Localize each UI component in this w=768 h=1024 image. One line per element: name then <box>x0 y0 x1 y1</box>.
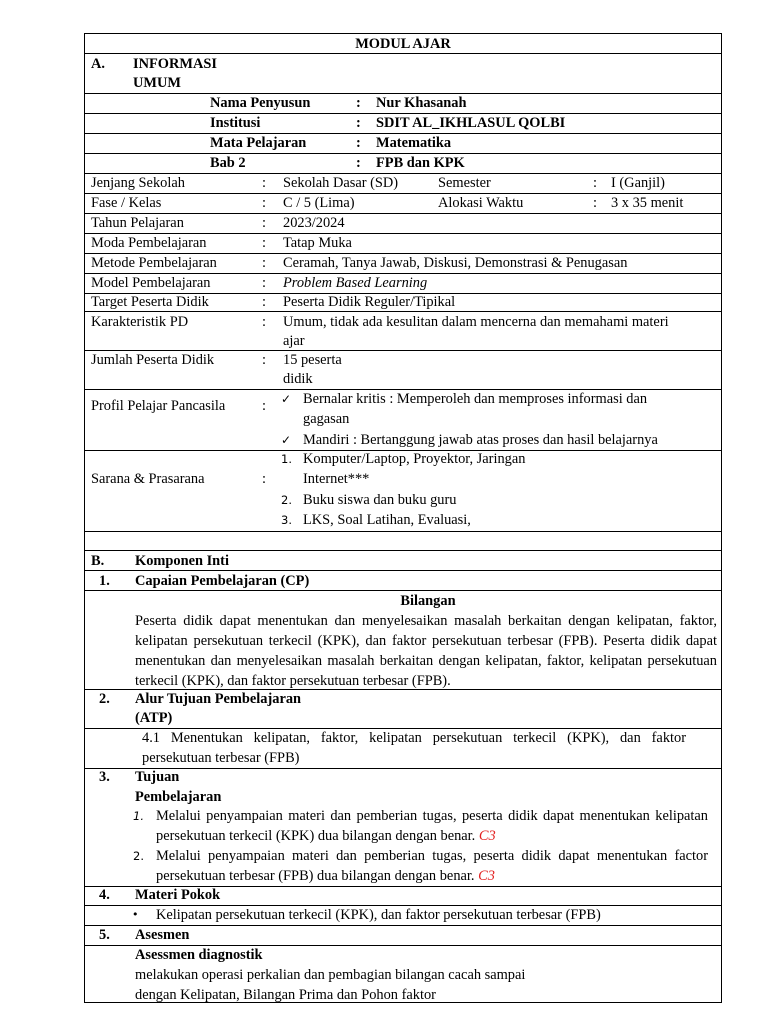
info-label-target: Target Peserta Didik <box>91 294 209 310</box>
info-label-fase: Fase / Kelas <box>91 195 162 211</box>
row-divider <box>85 531 721 532</box>
field-colon: : <box>262 215 266 231</box>
info-label-semester: Semester <box>438 175 491 191</box>
item-number: 1. <box>99 573 110 589</box>
field-colon: : <box>262 398 266 414</box>
info-value-semester: I (Ganjil) <box>611 175 665 191</box>
field-colon: : <box>262 235 266 251</box>
info-label-karakteristik: Karakteristik PD <box>91 314 189 330</box>
info-value-target: Peserta Didik Reguler/Tipikal <box>283 294 456 310</box>
field-colon: : <box>262 175 266 191</box>
field-colon: : <box>262 275 266 291</box>
atp-text: 4.1 Menentukan kelipatan, faktor, kelipatan persekutuan terkecil (KPK), dan faktor persekutuan terbesar (FPB) <box>142 730 686 766</box>
info-value-metode: Ceramah, Tanya Jawab, Diskusi, Demonstrasi & Penugasan <box>283 255 628 271</box>
list-number: 2. <box>133 849 144 863</box>
document-title: MODUL AJAR <box>355 36 451 52</box>
section-a-letter: A. <box>91 56 105 72</box>
row-divider <box>85 768 721 769</box>
info-label-jumlah: Jumlah Peserta Didik <box>91 352 215 368</box>
field-value-bab: FPB dan KPK <box>376 155 465 171</box>
field-colon: : <box>593 175 597 191</box>
tujuan-tag: C3 <box>478 828 496 844</box>
info-value-jumlah: 15 peserta <box>283 352 342 368</box>
list-number: 3. <box>281 513 292 527</box>
sarana-item: Internet*** <box>303 471 370 487</box>
info-value-karakteristik: ajar <box>283 333 305 349</box>
field-colon: : <box>356 115 361 131</box>
info-label-tahun: Tahun Pelajaran <box>91 215 184 231</box>
tujuan-item <box>156 846 708 886</box>
field-colon: : <box>356 155 361 171</box>
field-colon: : <box>262 352 266 368</box>
item-number: 5. <box>99 927 110 943</box>
info-label-moda: Moda Pembelajaran <box>91 235 207 251</box>
section-a-title: UMUM <box>133 75 181 91</box>
document-page <box>84 33 722 1003</box>
info-label-sarana: Sarana & Prasarana <box>91 471 205 487</box>
tujuan-title: Tujuan <box>135 769 180 785</box>
info-value-model: Problem Based Learning <box>283 275 428 291</box>
field-colon: : <box>593 195 597 211</box>
field-value-institusi: SDIT AL_IKHLASUL QOLBI <box>376 115 566 131</box>
list-number: 1. <box>133 809 144 823</box>
list-number: 2. <box>281 493 292 507</box>
info-label-jenjang: Jenjang Sekolah <box>91 175 185 191</box>
field-colon: : <box>262 195 266 211</box>
sarana-item: Buku siswa dan buku guru <box>303 492 457 508</box>
field-colon: : <box>262 255 266 271</box>
tujuan-tag: C3 <box>478 868 495 884</box>
atp-title: Alur Tujuan Pembelajaran <box>135 691 302 707</box>
tujuan-item-text: Melalui penyampaian materi dan pemberian tugas, peserta didik dapat menentukan factor persekutuan terbesar (FPB) dua bilangan dengan benar. <box>156 848 708 884</box>
info-value-jenjang: Sekolah Dasar (SD) <box>283 175 399 191</box>
section-b-title: Komponen Inti <box>135 553 229 569</box>
item-number: 3. <box>99 769 110 785</box>
info-value-jumlah: didik <box>283 371 313 387</box>
info-label-profil: Profil Pelajar Pancasila <box>91 398 226 414</box>
tujuan-item <box>156 806 708 846</box>
asesmen-subtitle: Asessmen diagnostik <box>135 947 263 963</box>
field-colon: : <box>356 95 361 111</box>
info-value-moda: Tatap Muka <box>283 235 352 251</box>
info-label-metode: Metode Pembelajaran <box>91 255 217 271</box>
materi-title: Materi Pokok <box>135 887 221 903</box>
list-number: 1. <box>281 452 292 466</box>
tujuan-item-text: Melalui penyampaian materi dan pemberian tugas, peserta didik dapat menentukan kelipatan persekutuan terkecil (KPK) dua bilangan dengan benar. <box>156 808 708 844</box>
profil-item: Bernalar kritis : Memperoleh dan memproses informasi dan <box>303 391 648 407</box>
field-label-institusi: Institusi <box>210 115 261 131</box>
info-value-tahun: 2023/2024 <box>283 215 345 231</box>
section-a-title: INFORMASI <box>133 56 217 72</box>
field-colon: : <box>262 471 266 487</box>
cp-subtitle: Bilangan <box>400 593 456 609</box>
cp-title: Capaian Pembelajaran (CP) <box>135 573 310 589</box>
asesmen-title: Asesmen <box>135 927 190 943</box>
bullet-icon: • <box>132 908 139 921</box>
info-value-alokasi: 3 x 35 menit <box>611 195 684 211</box>
field-colon: : <box>356 135 361 151</box>
asesmen-text: dengan Kelipatan, Bilangan Prima dan Pohon faktor <box>135 987 436 1003</box>
item-number: 2. <box>99 691 110 707</box>
profil-item: Mandiri : Bertanggung jawab atas proses dan hasil belajarnya <box>303 432 658 448</box>
field-value-nama-penyusun: Nur Khasanah <box>376 95 467 111</box>
field-label-bab: Bab 2 <box>210 155 246 171</box>
field-label-nama-penyusun: Nama Penyusun <box>210 95 311 111</box>
atp-title: (ATP) <box>135 710 173 726</box>
field-value-mata-pelajaran: Matematika <box>376 135 452 151</box>
cp-text: Peserta didik dapat menentukan dan menyelesaikan masalah berkaitan dengan kelipatan, faktor, kelipatan persekutuan terkecil (KPK), dan faktor persekutuan terbesar (FPB). Peserta didik dapat menentukan dan menyelesaikan masalah berkaitan dengan kelipatan, faktor, kelipatan persekutuan terkecil (KPK), dan faktor persekutuan terbesar (FPB). <box>135 613 717 689</box>
section-b-letter: B. <box>91 553 105 569</box>
field-label-mata-pelajaran: Mata Pelajaran <box>210 135 307 151</box>
info-label-alokasi: Alokasi Waktu <box>438 195 524 211</box>
info-label-model: Model Pembelajaran <box>91 275 211 291</box>
profil-item: gagasan <box>303 411 350 427</box>
tujuan-title: Pembelajaran <box>135 789 222 805</box>
materi-item: Kelipatan persekutuan terkecil (KPK), dan faktor persekutuan terbesar (FPB) <box>156 907 601 923</box>
check-icon: ✓ <box>281 433 292 447</box>
field-colon: : <box>262 314 266 330</box>
asesmen-text: melakukan operasi perkalian dan pembagian bilangan cacah sampai <box>135 967 526 983</box>
field-colon: : <box>262 294 266 310</box>
info-value-fase: C / 5 (Lima) <box>283 195 355 211</box>
info-value-karakteristik: Umum, tidak ada kesulitan dalam mencerna dan memahami materi <box>283 314 669 330</box>
sarana-item: LKS, Soal Latihan, Evaluasi, <box>303 512 471 528</box>
item-number: 4. <box>99 887 110 903</box>
sarana-item: Komputer/Laptop, Proyektor, Jaringan <box>303 451 526 467</box>
check-icon: ✓ <box>281 392 292 406</box>
